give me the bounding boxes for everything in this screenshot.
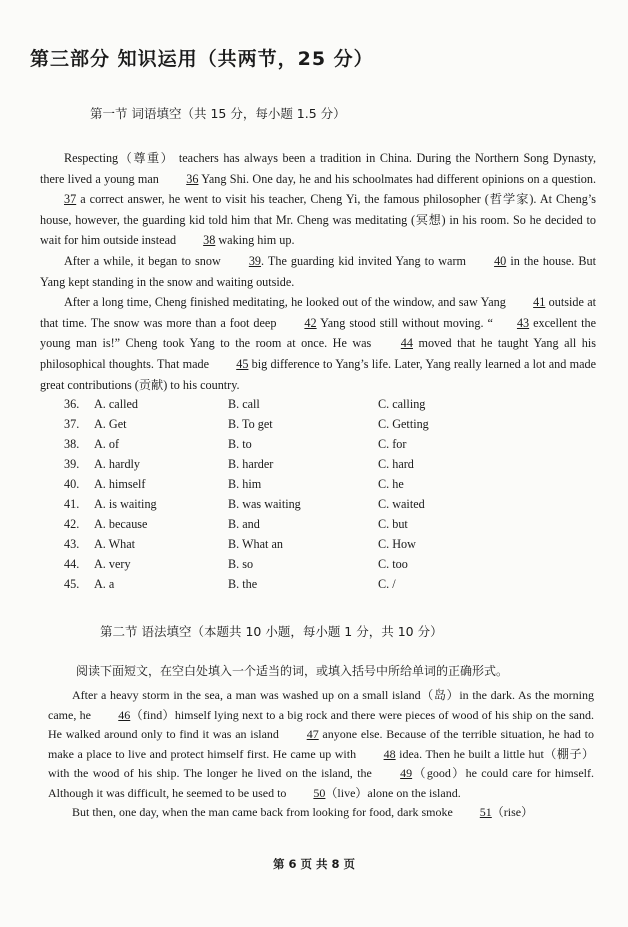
question-number: 41. <box>64 497 80 512</box>
passage-2 <box>48 686 594 823</box>
option-row <box>64 454 429 474</box>
blank-number: 41 <box>533 295 546 310</box>
instructions: 阅读下面短文，在空白处填入一个适当的词，或填入括号中所给单词的正确形式。 <box>76 664 509 678</box>
option-b: B. harder <box>228 456 274 471</box>
blank-number: 49 <box>400 766 413 780</box>
paragraph <box>40 251 596 292</box>
option-a: A. because <box>94 517 148 532</box>
paragraph <box>40 292 596 395</box>
passage-text: But then, one day, when the man came back from looking for food, dark smoke <box>72 805 456 819</box>
passage-text: Yang stood still without moving. “ <box>316 315 493 330</box>
option-b: B. call <box>228 396 260 411</box>
option-row <box>64 555 429 575</box>
passage-1 <box>40 148 596 395</box>
blank-number: 48 <box>383 746 396 761</box>
blank-number: 43 <box>516 315 530 330</box>
option-c: C. hard <box>378 456 414 471</box>
passage-text: Respecting（尊重） teachers has always been a tradition in China. During the Northern Song Dynasty, there lived a young man <box>40 151 596 186</box>
option-a: A. is waiting <box>94 497 157 512</box>
option-a: A. of <box>94 436 120 451</box>
option-c: C. Getting <box>378 416 429 431</box>
option-a: A. What <box>94 537 136 552</box>
passage-text: After a heavy storm in the sea, a man was washed up on a small island（岛）in the dark. As the morning came, he <box>48 688 594 722</box>
question-number: 39. <box>64 456 80 471</box>
blank-number: 39 <box>248 253 262 268</box>
option-b: B. so <box>228 557 254 572</box>
passage-text: （good）he could care for himself. Although it was difficult, he seemed to be used to <box>48 766 594 800</box>
question-number: 40. <box>64 476 80 491</box>
blank-number: 46 <box>118 707 131 722</box>
option-row <box>64 494 429 514</box>
option-b: B. What an <box>228 537 283 552</box>
option-c: C. he <box>378 476 404 491</box>
page-footer: 第 6 页 共 8 页 <box>272 857 356 871</box>
section1-title: 第一节 词语填空（共 15 分，每小题 1.5 分） <box>90 106 346 121</box>
option-b: B. To get <box>228 416 273 431</box>
blank-number: 51 <box>479 805 492 819</box>
paragraph <box>48 803 594 823</box>
option-b: B. was waiting <box>228 497 301 512</box>
question-number: 43. <box>64 537 80 552</box>
blank-number: 45 <box>236 356 249 371</box>
blank-number: 37 <box>64 192 77 207</box>
passage-text: outside at that time. The snow was more than a foot deep <box>40 295 596 330</box>
option-row <box>64 434 429 454</box>
paragraph <box>48 686 594 803</box>
passage-text: big difference to Yang’s life. Later, Yang really learned a lot and made great contributions (贡献) to his country. <box>40 356 596 392</box>
question-number: 44. <box>64 557 80 572</box>
option-row <box>64 414 429 434</box>
option-a: A. a <box>94 577 115 592</box>
option-c: C. / <box>378 577 396 592</box>
option-a: A. very <box>94 557 131 572</box>
passage-text: in the house. But Yang kept standing in the snow and waiting outside. <box>40 253 596 289</box>
option-a: A. hardly <box>94 456 141 471</box>
question-number: 37. <box>64 416 80 431</box>
blank-number: 50 <box>313 785 326 800</box>
question-number: 36. <box>64 396 80 411</box>
option-b: B. and <box>228 517 260 532</box>
options-table <box>64 394 429 595</box>
option-row <box>64 535 429 555</box>
option-c: C. calling <box>378 396 426 411</box>
section2-title: 第二节 语法填空（本题共 10 小题，每小题 1 分，共 10 分） <box>100 624 443 639</box>
option-a: A. called <box>94 396 138 411</box>
question-number: 45. <box>64 577 80 592</box>
paragraph <box>40 148 596 251</box>
option-b: B. the <box>228 577 258 592</box>
option-c: C. waited <box>378 497 425 512</box>
blank-number: 42 <box>304 315 317 330</box>
passage-text: anyone else. Because of the terrible situation, he had to make a place to live and protect himself first. He came up with <box>48 727 594 761</box>
passage-text: a correct answer, he went to visit his teacher, Cheng Yi, the famous philosopher (哲学家). At Cheng’s house, however, the guarding kid told him that Mr. Cheng was meditating (冥想) in his room. So he decided to wait for him outside instead <box>40 192 596 248</box>
option-a: A. Get <box>94 416 127 431</box>
blank-number: 36 <box>186 171 199 186</box>
option-c: C. but <box>378 517 408 532</box>
passage-text: Yang Shi. One day, he and his schoolmates had different opinions on a question. <box>198 171 597 186</box>
passage-text: After a long time, Cheng finished meditating, he looked out of the window, and saw Yang <box>64 295 510 310</box>
option-c: C. How <box>378 537 416 552</box>
option-row <box>64 575 429 595</box>
option-c: C. too <box>378 557 408 572</box>
option-a: A. himself <box>94 476 146 491</box>
option-row <box>64 394 429 414</box>
passage-text: （rise） <box>491 805 534 819</box>
passage-text: idea. Then he built a little hut（棚子）with the wood of his ship. The longer he lived on the island, the <box>48 746 594 780</box>
option-row <box>64 515 429 535</box>
option-b: B. him <box>228 476 262 491</box>
part-heading: 第三部分 知识运用（共两节，25 分） <box>30 48 374 70</box>
blank-number: 38 <box>203 233 216 248</box>
passage-text: moved that he taught Yang all his philosophical thoughts. That made <box>40 336 596 371</box>
option-row <box>64 474 429 494</box>
question-number: 42. <box>64 517 80 532</box>
passage-text: （live）alone on the island. <box>325 785 461 800</box>
blank-number: 47 <box>306 727 319 741</box>
option-c: C. for <box>378 436 407 451</box>
passage-text: After a while, it began to snow <box>64 253 225 268</box>
passage-text: . The guarding kid invited Yang to warm <box>261 253 471 268</box>
blank-number: 40 <box>494 253 507 268</box>
option-b: B. to <box>228 436 252 451</box>
question-number: 38. <box>64 436 80 451</box>
passage-text: excellent the young man is!” Cheng took Yang to the room at once. He was <box>40 315 597 351</box>
passage-text: waking him up. <box>215 233 295 248</box>
passage-text: （find）himself lying next to a big rock and there were pieces of wood of his ship on the sand. He walked around only to find it was an island <box>48 707 594 741</box>
blank-number: 44 <box>400 336 413 351</box>
